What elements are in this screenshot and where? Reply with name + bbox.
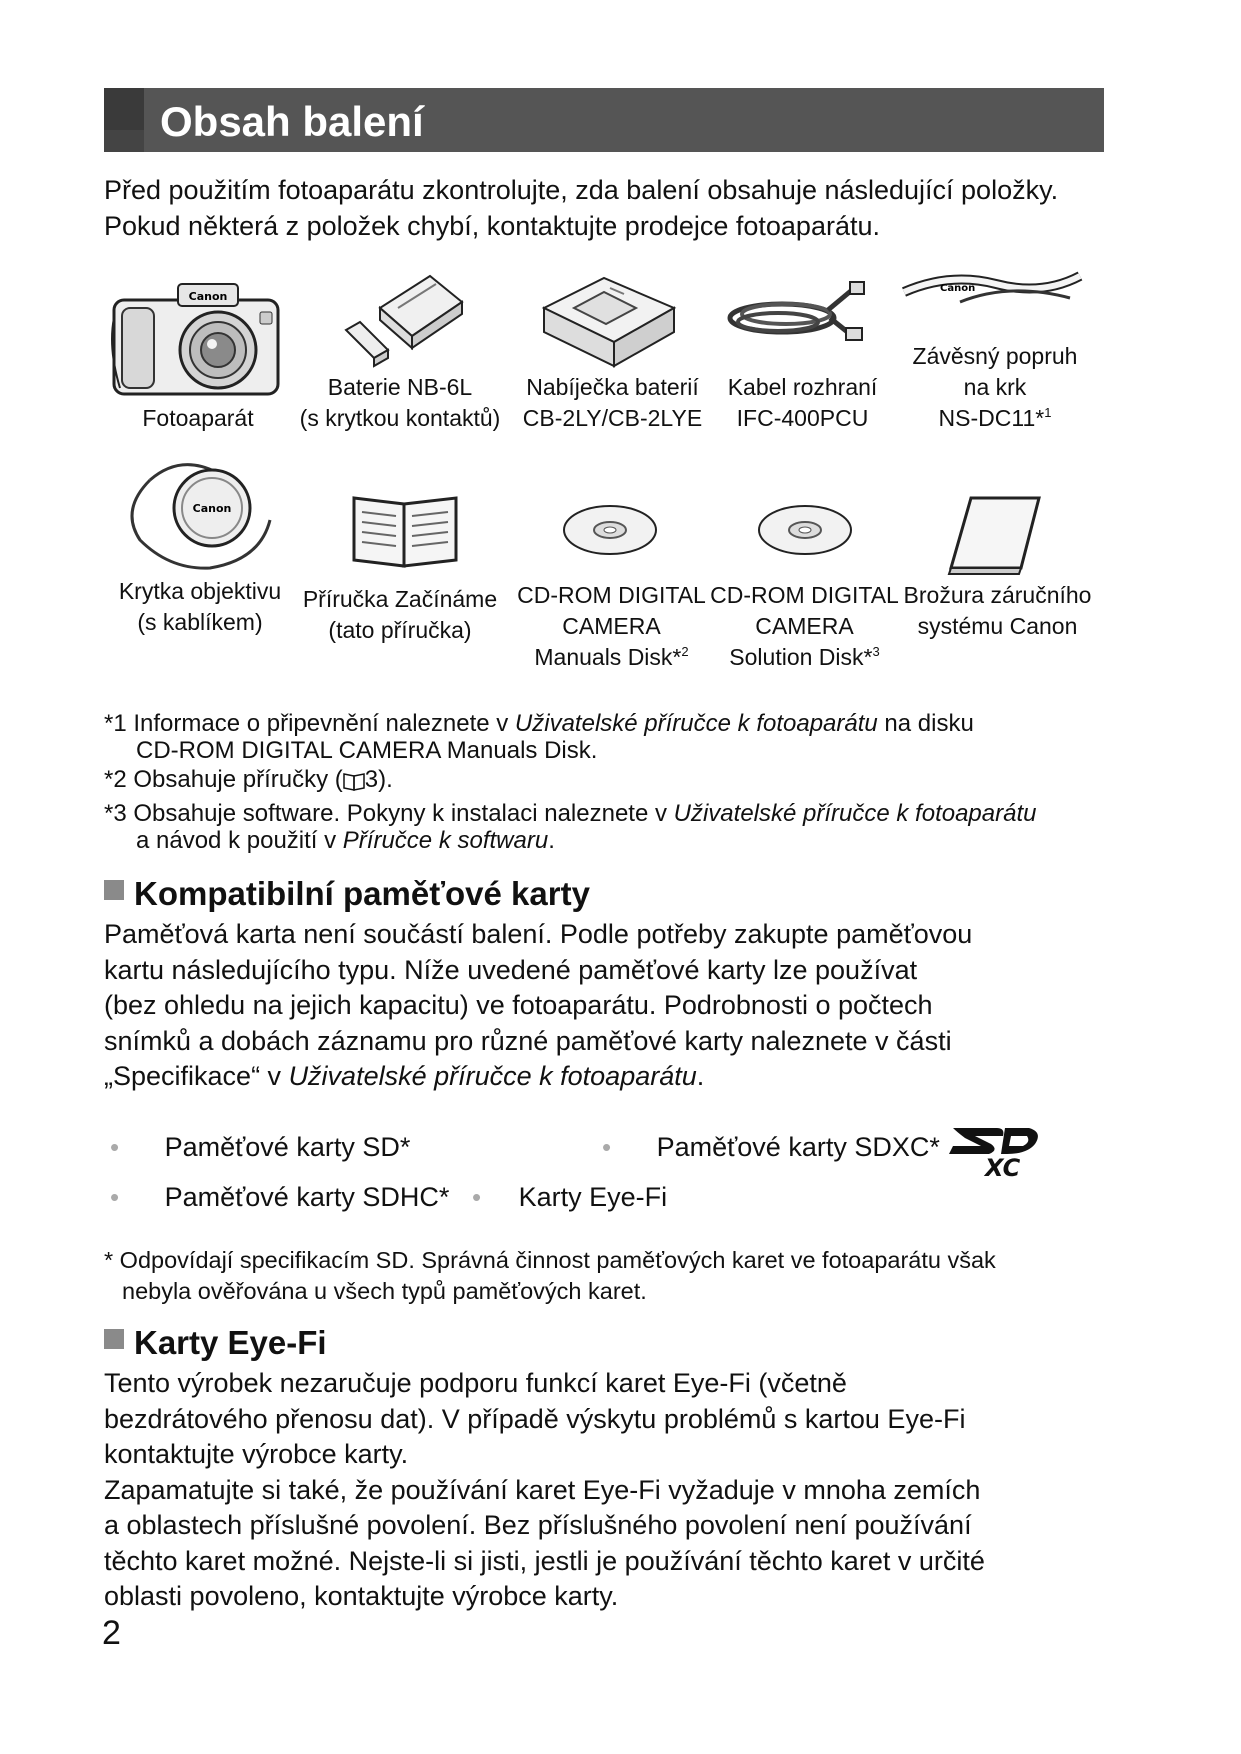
footnote-1 (104, 710, 974, 764)
paragraph-line: těchto karet možné. Nejste-li si jisti, jestli je používání těchto karet v určité (104, 1545, 985, 1576)
paragraph-line: kartu následujícího typu. Níže uvedené paměťové karty lze používat (104, 954, 918, 985)
eyefi-paragraph (104, 1366, 1114, 1615)
caption-line: Fotoaparát (142, 405, 254, 431)
note-line: * Odpovídají specifikacím SD. Správná činnost paměťových karet ve fotoaparátu však (104, 1247, 996, 1273)
caption-line: (s krytkou kontaktů) (299, 405, 501, 431)
bullet-text: Paměťové karty SDXC* (656, 1132, 940, 1162)
camera-logo: Canon (188, 290, 228, 303)
section-banner (104, 88, 1104, 152)
paragraph-line: (bez ohledu na jejich kapacitu) ve fotoaparátu. Podrobnosti o počtech (104, 990, 933, 1020)
bullet-text: Paměťové karty SD* (164, 1132, 411, 1162)
bullet-text: Karty Eye-Fi (518, 1182, 668, 1212)
footnote-text: *3 Obsahuje software. Pokyny k instalaci naleznete v (104, 800, 674, 827)
caption-camera (118, 403, 278, 434)
caption-sup: 1 (1044, 405, 1052, 420)
paragraph-text: „Specifikace“ v (104, 1061, 289, 1091)
caption-sup: 2 (681, 644, 689, 659)
caption-line: CD-ROM DIGITAL (517, 582, 706, 608)
caption-guide (295, 584, 505, 646)
footnote-text: *1 Informace o připevnění naleznete v (104, 710, 515, 737)
bullet-eyefi (472, 1182, 667, 1213)
book-icon (343, 771, 365, 791)
strap-logo: Canon (940, 283, 976, 294)
caption-line: CAMERA (755, 613, 854, 639)
cards-note (104, 1245, 996, 1307)
charger-image (540, 268, 680, 373)
paragraph-line: Zapamatujte si také, že používání karet Eye-Fi vyžaduje v mnoha zemích (104, 1474, 981, 1505)
camera-image (110, 278, 285, 400)
caption-lens-cap (100, 576, 300, 638)
lens-cap-image (120, 450, 275, 575)
footnote-line (104, 710, 974, 737)
intro-text (104, 172, 1104, 244)
bullet-sdxc (602, 1132, 940, 1163)
banner-tab-lower (104, 130, 144, 152)
caption-line: (s kablíkem) (137, 609, 263, 635)
caption-line (895, 403, 1095, 434)
warranty-image (945, 492, 1045, 577)
page-title: Obsah balení (160, 98, 424, 145)
footnote-emphasis: Příručce k softwaru (342, 827, 549, 854)
caption-warranty (900, 580, 1095, 642)
page-number: 2 (102, 1614, 121, 1652)
cd-manuals-image (560, 500, 660, 560)
banner-tab (104, 88, 144, 130)
footnote-text: na disku (877, 710, 974, 737)
caption-line: na krk (963, 374, 1027, 400)
paragraph-line: bezdrátového přenosu dat). V případě výskytu problémů s kartou Eye-Fi (104, 1403, 966, 1434)
caption-line: CAMERA (562, 613, 661, 639)
caption-text: Manuals Disk* (534, 644, 682, 670)
footnote-line: CD-ROM DIGITAL CAMERA Manuals Disk. (136, 737, 598, 764)
footnote-line (104, 827, 1036, 854)
cards-paragraph (104, 917, 1114, 1095)
caption-line: Příručka Začínáme (302, 586, 498, 612)
paragraph-emphasis: Uživatelské příručce k fotoaparátu (288, 1061, 697, 1091)
paragraph-text: . (696, 1061, 705, 1091)
caption-cd-manuals (514, 580, 709, 673)
bullet-icon: • (602, 1132, 612, 1162)
caption-line: systému Canon (917, 613, 1078, 639)
guide-image (350, 490, 460, 570)
footnote-text: a návod k použití v (136, 827, 343, 854)
caption-charger (515, 372, 710, 434)
caption-line: Nabíječka baterií (526, 374, 699, 400)
bullet-sdhc (110, 1182, 449, 1213)
bullet-text: Paměťové karty SDHC* (164, 1182, 450, 1212)
caption-line: Baterie NB-6L (327, 374, 473, 400)
caption-line: Závěsný popruh (912, 343, 1078, 369)
paragraph-line: a oblastech příslušné povolení. Bez příslušného povolení není používání (104, 1510, 972, 1540)
caption-text: NS-DC11* (938, 405, 1045, 431)
footnote-2 (104, 766, 393, 793)
bullet-icon: • (472, 1182, 482, 1212)
paragraph-line: Tento výrobek nezaručuje podporu funkcí karet Eye-Fi (včetně (104, 1368, 847, 1398)
lens-cap-logo: Canon (192, 502, 232, 515)
caption-line (707, 642, 902, 673)
caption-strap (895, 341, 1095, 434)
section-heading-eyefi: Karty Eye-Fi (134, 1324, 327, 1361)
cd-solution-image (755, 500, 855, 560)
bullet-icon: • (110, 1132, 120, 1162)
caption-line: CB-2LY/CB-2LYE (522, 405, 703, 431)
svg-text:XC: XC (985, 1154, 1021, 1180)
footnote-3 (104, 800, 1036, 854)
footnote-emphasis: Uživatelské příručce k fotoaparátu (514, 710, 878, 737)
intro-line: Před použitím fotoaparátu zkontrolujte, zda balení obsahuje následující položky. (104, 175, 1059, 205)
section-marker-icon (104, 1329, 124, 1349)
footnote-ref: 3). (364, 766, 393, 793)
section-heading-cards: Kompatibilní paměťové karty (134, 875, 590, 912)
footnote-line (104, 800, 1036, 827)
strap-image (900, 262, 1085, 322)
caption-line (514, 642, 709, 673)
caption-line: Kabel rozhraní (727, 374, 878, 400)
paragraph-line: snímků a dobách záznamu pro různé paměťové karty naleznete v části (104, 1025, 952, 1056)
caption-line: IFC-400PCU (736, 405, 869, 431)
footnote-emphasis: Uživatelské příručce k fotoaparátu (673, 800, 1037, 827)
caption-line: Brožura záručního (903, 582, 1092, 608)
paragraph-line: kontaktujte výrobce karty. (104, 1439, 409, 1469)
battery-image (340, 268, 465, 368)
caption-sup: 3 (872, 644, 880, 659)
paragraph-line: oblasti povoleno, kontaktujte výrobce karty. (104, 1581, 619, 1611)
paragraph-line (104, 1059, 1114, 1095)
bullet-icon: • (110, 1182, 120, 1212)
caption-text: Solution Disk* (729, 644, 873, 670)
caption-line: (tato příručka) (328, 617, 472, 643)
caption-cd-solution (707, 580, 902, 673)
sdxc-logo-icon (945, 1122, 1045, 1180)
footnote-text: *2 Obsahuje příručky ( (104, 766, 343, 793)
caption-cable (710, 372, 895, 434)
intro-line: Pokud některá z položek chybí, kontaktujte prodejce fotoaparátu. (104, 211, 880, 241)
caption-battery (290, 372, 510, 434)
cable-image (720, 278, 870, 358)
note-line: nebyla ověřována u všech typů paměťových karet. (122, 1278, 647, 1304)
paragraph-line: Paměťová karta není součástí balení. Podle potřeby zakupte paměťovou (104, 919, 973, 949)
section-marker-icon (104, 880, 124, 900)
caption-line: Krytka objektivu (118, 578, 282, 604)
footnote-text: . (548, 827, 555, 854)
bullet-sd (110, 1132, 410, 1163)
caption-line: CD-ROM DIGITAL (710, 582, 899, 608)
